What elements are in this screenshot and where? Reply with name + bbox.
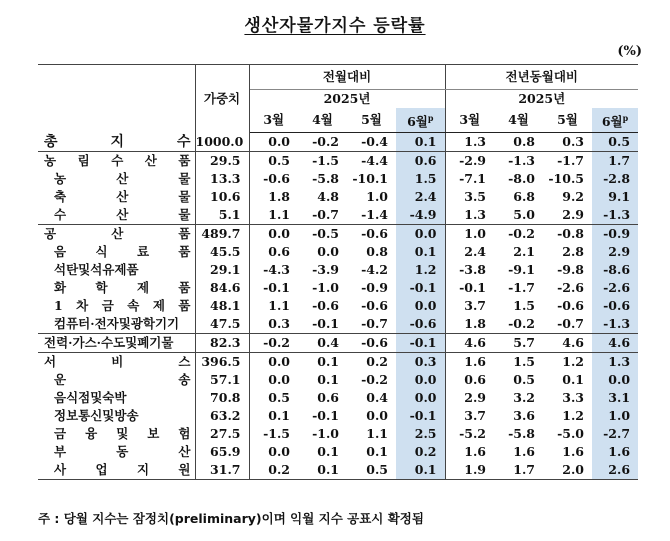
mom-cell: 1.0 [366,189,388,204]
yoy-cell: -0.9 [592,225,638,244]
yoy-cell: -8.0 [508,171,535,186]
header-month-current: 6월$^p$ [592,108,638,133]
mom-cell: 0.6 [268,244,290,259]
yoy-cell: -1.3 [592,315,638,334]
mom-cell: -4.2 [361,262,388,277]
row-label: 농 림 수 산 품 [38,152,195,171]
mom-cell: -1.5 [298,152,347,171]
table-row [38,461,638,480]
header-yoy-year: 2025년 [518,91,566,106]
mom-cell: 0.3 [396,353,445,372]
mom-cell: 0.0 [366,408,388,423]
yoy-cell: -2.9 [445,152,494,171]
yoy-cell: 1.3 [464,207,486,222]
yoy-cell: -1.7 [543,152,592,171]
table-row [38,297,638,315]
yoy-cell: -5.8 [508,426,535,441]
table-row [38,206,638,225]
yoy-cell: 0.1 [562,372,584,387]
weight-cell: 63.2 [195,407,249,425]
header-month: 5월 [347,108,396,133]
row-label: 컴퓨터·전자및광학기기 [38,315,195,334]
prelim-mark: p [622,112,629,123]
yoy-cell: -3.8 [459,262,486,277]
yoy-cell: 9.2 [562,189,584,204]
mom-cell: 0.4 [298,334,347,353]
mom-cell: -0.2 [298,133,347,152]
row-label: 수 산 물 [38,206,195,225]
mom-cell: 0.1 [366,444,388,459]
mom-cell: 0.2 [249,461,298,480]
header-weight: 가중치 [195,65,249,133]
mom-cell: 0.8 [366,244,388,259]
yoy-cell: -2.8 [592,170,638,188]
row-label: 석탄및석유제품 [38,261,195,279]
row-label: 전력·가스·수도및폐기물 [38,334,195,353]
yoy-cell: 3.3 [562,390,584,405]
mom-cell: -0.2 [249,334,298,353]
header-yoy: 전년동월대비 [445,65,638,90]
weight-cell: 396.5 [195,353,249,372]
table-row [38,315,638,334]
footnote: 주 : 당월 지수는 잠정치(preliminary)이며 익월 지수 공표시 확정됨 [38,511,424,526]
yoy-cell: -2.6 [557,280,584,295]
yoy-cell: -9.8 [557,262,584,277]
row-label: 화 학 제 품 [38,279,195,297]
table-row [38,371,638,389]
yoy-cell: 5.7 [494,334,543,353]
mom-cell: 0.1 [268,408,290,423]
yoy-cell: 5.0 [513,207,535,222]
mom-cell: 0.0 [249,133,298,152]
mom-cell: -0.1 [396,334,445,353]
yoy-cell: 0.0 [592,371,638,389]
yoy-cell: 2.9 [592,243,638,261]
mom-cell: 0.1 [396,133,445,152]
prelim-mark: p [427,112,434,123]
yoy-cell: -2.7 [592,425,638,443]
header-month: 3월 [249,108,298,133]
mom-cell: 1.1 [268,207,290,222]
yoy-cell: 3.2 [513,390,535,405]
mom-cell: 0.0 [396,225,445,244]
yoy-cell: -5.0 [557,426,584,441]
mom-cell: -0.1 [396,279,445,297]
yoy-cell: -0.8 [543,225,592,244]
table-row [38,225,638,244]
ppi-change-table [38,64,638,480]
yoy-cell: 1.0 [592,407,638,425]
unit-label: (%) [617,44,642,59]
mom-cell: 0.0 [268,444,290,459]
yoy-cell: 1.6 [445,353,494,372]
mom-cell: 0.1 [317,372,339,387]
weight-cell: 70.8 [195,389,249,407]
header-mom-year: 2025년 [249,90,445,109]
yoy-cell: 0.6 [464,372,486,387]
mom-cell: 0.0 [249,353,298,372]
yoy-cell: 1.2 [562,408,584,423]
mom-cell: 0.0 [396,389,445,407]
mom-cell: -1.0 [312,426,339,441]
mom-cell: 0.6 [317,390,339,405]
mom-cell: -10.1 [352,171,388,186]
mom-cell: 0.0 [249,225,298,244]
mom-cell: -4.4 [347,152,396,171]
mom-cell: -4.9 [396,206,445,225]
mom-cell: 0.4 [366,390,388,405]
table-row [38,170,638,188]
row-label: 농 산 물 [38,170,195,188]
yoy-cell: -0.6 [557,298,584,313]
mom-cell: 0.3 [268,316,290,331]
header-blank [38,65,195,133]
row-label: 음식점및숙박 [38,389,195,407]
mom-cell: -0.6 [347,225,396,244]
table-row [38,261,638,279]
yoy-cell: 2.1 [513,244,535,259]
weight-cell: 1000.0 [195,133,249,152]
yoy-cell: 1.6 [513,444,535,459]
yoy-cell: -0.2 [508,316,535,331]
mom-cell: 0.0 [396,371,445,389]
mom-cell: -0.7 [312,207,339,222]
mom-cell: -0.1 [396,407,445,425]
table-row [38,407,638,425]
header-month: 4월 [494,108,543,133]
yoy-cell: 3.5 [464,189,486,204]
mom-cell: -0.1 [312,408,339,423]
mom-cell: -0.6 [263,171,290,186]
weight-cell: 10.6 [195,188,249,206]
table-row [38,279,638,297]
row-label: 공 산 품 [38,225,195,244]
yoy-cell: 6.8 [513,189,535,204]
table-row [38,152,638,171]
yoy-cell: -1.3 [494,152,543,171]
row-label: 음 식 료 품 [38,243,195,261]
table-row [38,353,638,372]
weight-cell: 57.1 [195,371,249,389]
yoy-cell: -8.6 [592,261,638,279]
table-row [38,243,638,261]
mom-cell: -1.4 [361,207,388,222]
mom-cell: 0.2 [347,353,396,372]
header-month: 5월 [543,108,592,133]
header-month-current: 6월$^p$ [396,108,445,133]
yoy-cell: 4.6 [543,334,592,353]
yoy-cell: 3.7 [464,408,486,423]
row-label: 총 지 수 [38,133,195,152]
yoy-cell: 1.6 [464,444,486,459]
yoy-cell: 9.1 [592,188,638,206]
row-label: 정보통신및방송 [38,407,195,425]
header-month: 4월 [298,108,347,133]
weight-cell: 47.5 [195,315,249,334]
yoy-cell: 1.0 [445,225,494,244]
row-label: 축 산 물 [38,188,195,206]
table-title: 생산자물가지수 등락률 [244,16,426,36]
mom-cell: 0.2 [396,443,445,461]
yoy-cell: -5.2 [459,426,486,441]
yoy-cell: 1.7 [592,152,638,171]
mom-cell: -1.5 [263,426,290,441]
yoy-cell: -2.6 [592,279,638,297]
mom-cell: -0.6 [312,298,339,313]
yoy-cell: 1.6 [592,443,638,461]
weight-cell: 82.3 [195,334,249,353]
yoy-cell: 1.9 [445,461,494,480]
table-row [38,334,638,353]
mom-cell: 0.1 [317,444,339,459]
weight-cell: 31.7 [195,461,249,480]
yoy-cell: -0.6 [592,297,638,315]
row-label: 부 동 산 [38,443,195,461]
mom-cell: 1.2 [396,261,445,279]
mom-cell: -0.4 [347,133,396,152]
header-month: 3월 [445,108,494,133]
row-label: 사 업 지 원 [38,461,195,480]
yoy-cell: 0.5 [592,133,638,152]
row-label: 금 융 및 보 험 [38,425,195,443]
mom-cell: -0.5 [298,225,347,244]
yoy-cell: 1.8 [464,316,486,331]
mom-cell: -0.1 [263,280,290,295]
yoy-cell: -0.1 [459,280,486,295]
weight-cell: 45.5 [195,243,249,261]
mom-cell: 1.1 [366,426,388,441]
mom-cell: -5.8 [312,171,339,186]
yoy-cell: -0.7 [557,316,584,331]
mom-cell: -0.6 [347,334,396,353]
table-row [38,425,638,443]
yoy-cell: -1.3 [592,206,638,225]
weight-cell: 48.1 [195,297,249,315]
row-label: 1 차 금 속 제 품 [38,297,195,315]
weight-cell: 29.1 [195,261,249,279]
table-row [38,389,638,407]
mom-cell: 0.5 [249,152,298,171]
mom-cell: 0.0 [268,372,290,387]
yoy-cell: 2.8 [562,244,584,259]
yoy-cell: 2.9 [562,207,584,222]
yoy-cell: 1.6 [562,444,584,459]
yoy-cell: -1.7 [508,280,535,295]
yoy-cell: 1.2 [543,353,592,372]
mom-cell: 4.8 [317,189,339,204]
yoy-cell: 2.9 [464,390,486,405]
mom-cell: -1.0 [312,280,339,295]
mom-cell: -4.3 [263,262,290,277]
mom-cell: 0.1 [298,461,347,480]
yoy-cell: -10.5 [548,171,584,186]
yoy-cell: 4.6 [592,334,638,353]
mom-cell: 0.0 [396,297,445,315]
mom-cell: -0.1 [312,316,339,331]
table-row [38,443,638,461]
mom-cell: -0.7 [361,316,388,331]
yoy-cell: 1.3 [445,133,494,152]
yoy-cell: 1.5 [494,353,543,372]
yoy-cell: 3.1 [592,389,638,407]
weight-cell: 84.6 [195,279,249,297]
table-row [38,133,638,152]
yoy-cell: 0.5 [513,372,535,387]
yoy-cell: 1.7 [494,461,543,480]
yoy-cell: 1.5 [513,298,535,313]
mom-cell: 0.1 [298,353,347,372]
mom-cell: 0.6 [396,152,445,171]
mom-cell: 1.8 [268,189,290,204]
weight-cell: 489.7 [195,225,249,244]
yoy-cell: 2.6 [592,461,638,480]
header-mom: 전월대비 [249,65,445,90]
yoy-cell: 2.0 [543,461,592,480]
mom-cell: -0.6 [361,298,388,313]
row-label: 운 송 [38,371,195,389]
mom-cell: -0.9 [361,280,388,295]
yoy-cell: 3.6 [513,408,535,423]
row-label: 서 비 스 [38,353,195,372]
yoy-cell: 0.8 [494,133,543,152]
mom-cell: -0.2 [361,372,388,387]
mom-cell: 0.5 [268,390,290,405]
mom-cell: -3.9 [312,262,339,277]
weight-cell: 13.3 [195,170,249,188]
yoy-cell: -9.1 [508,262,535,277]
mom-cell: 1.1 [268,298,290,313]
mom-cell: 0.0 [317,244,339,259]
mom-cell: 1.5 [396,170,445,188]
yoy-cell: 4.6 [445,334,494,353]
mom-cell: 2.4 [396,188,445,206]
mom-cell: 0.1 [396,243,445,261]
weight-cell: 27.5 [195,425,249,443]
weight-cell: 65.9 [195,443,249,461]
mom-cell: 0.1 [396,461,445,480]
weight-cell: 5.1 [195,206,249,225]
yoy-cell: -7.1 [459,171,486,186]
yoy-cell: 2.4 [464,244,486,259]
yoy-cell: -0.2 [494,225,543,244]
weight-cell: 29.5 [195,152,249,171]
mom-cell: 0.5 [347,461,396,480]
mom-cell: 2.5 [396,425,445,443]
yoy-cell: 1.3 [592,353,638,372]
yoy-cell: 0.3 [543,133,592,152]
mom-cell: -0.6 [396,315,445,334]
table-row [38,188,638,206]
yoy-cell: 3.7 [464,298,486,313]
